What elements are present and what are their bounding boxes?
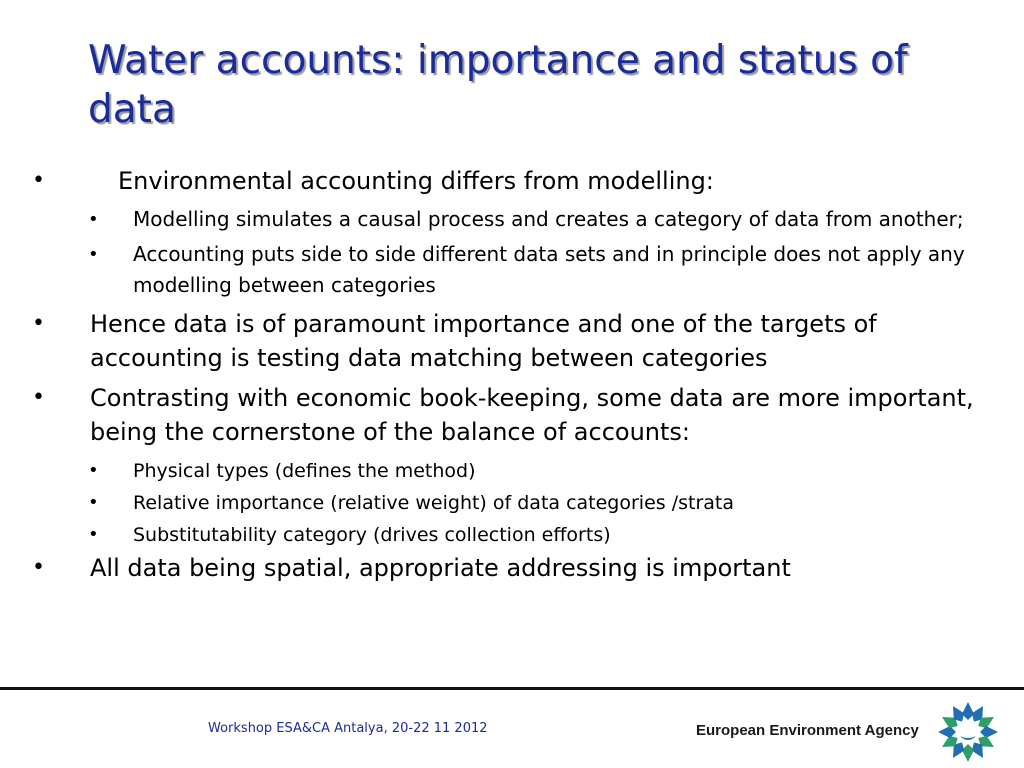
footer-divider xyxy=(0,687,1024,690)
sub-bullet-item xyxy=(30,487,1000,519)
sub-bullet-text: Accounting puts side to side different data sets and in principle does not apply any modelling between categories xyxy=(133,242,965,297)
bullet-text: Environmental accounting differs from modelling: xyxy=(118,167,714,195)
bullet-icon: • xyxy=(32,385,45,410)
sub-bullet-icon: • xyxy=(88,492,99,513)
sub-bullet-item xyxy=(30,239,1000,301)
sub-bullet-text: Substitutability category (drives collection efforts) xyxy=(133,524,611,546)
sub-bullet-item xyxy=(30,455,1000,487)
sub-bullet-icon: • xyxy=(88,244,99,265)
footer-event-text: Workshop ESA&CA Antalya, 20-22 11 2012 xyxy=(208,721,488,736)
sub-bullet-item xyxy=(30,519,1000,551)
bullet-item xyxy=(30,307,1000,375)
sub-bullet-item xyxy=(30,204,1000,235)
bullet-item xyxy=(30,381,1000,449)
sub-bullet-text: Physical types (defines the method) xyxy=(133,460,476,482)
agency-name: European Environment Agency xyxy=(696,722,919,739)
bullet-icon: • xyxy=(32,168,45,193)
bullet-item xyxy=(30,164,1000,198)
sub-bullet-text: Relative importance (relative weight) of data categories /strata xyxy=(133,492,735,514)
sub-bullet-icon: • xyxy=(88,524,99,545)
bullet-text: Hence data is of paramount importance and one of the targets of accounting is testing data matching between categories xyxy=(90,310,877,372)
bullet-icon: • xyxy=(32,555,45,580)
bullet-icon: • xyxy=(32,311,45,336)
bullet-text: All data being spatial, appropriate addressing is important xyxy=(90,554,791,582)
sub-bullet-icon: • xyxy=(88,209,99,230)
bullet-list xyxy=(30,164,1000,591)
bullet-item xyxy=(30,551,1000,585)
sub-bullet-text: Modelling simulates a causal process and creates a category of data from another; xyxy=(133,207,964,231)
eea-logo-icon xyxy=(936,700,1000,764)
bullet-text: Contrasting with economic book-keeping, some data are more important, being the cornerstone of the balance of accounts: xyxy=(90,384,974,446)
sub-bullet-icon: • xyxy=(88,460,99,481)
slide-title: Water accounts: importance and status of data xyxy=(88,38,908,132)
